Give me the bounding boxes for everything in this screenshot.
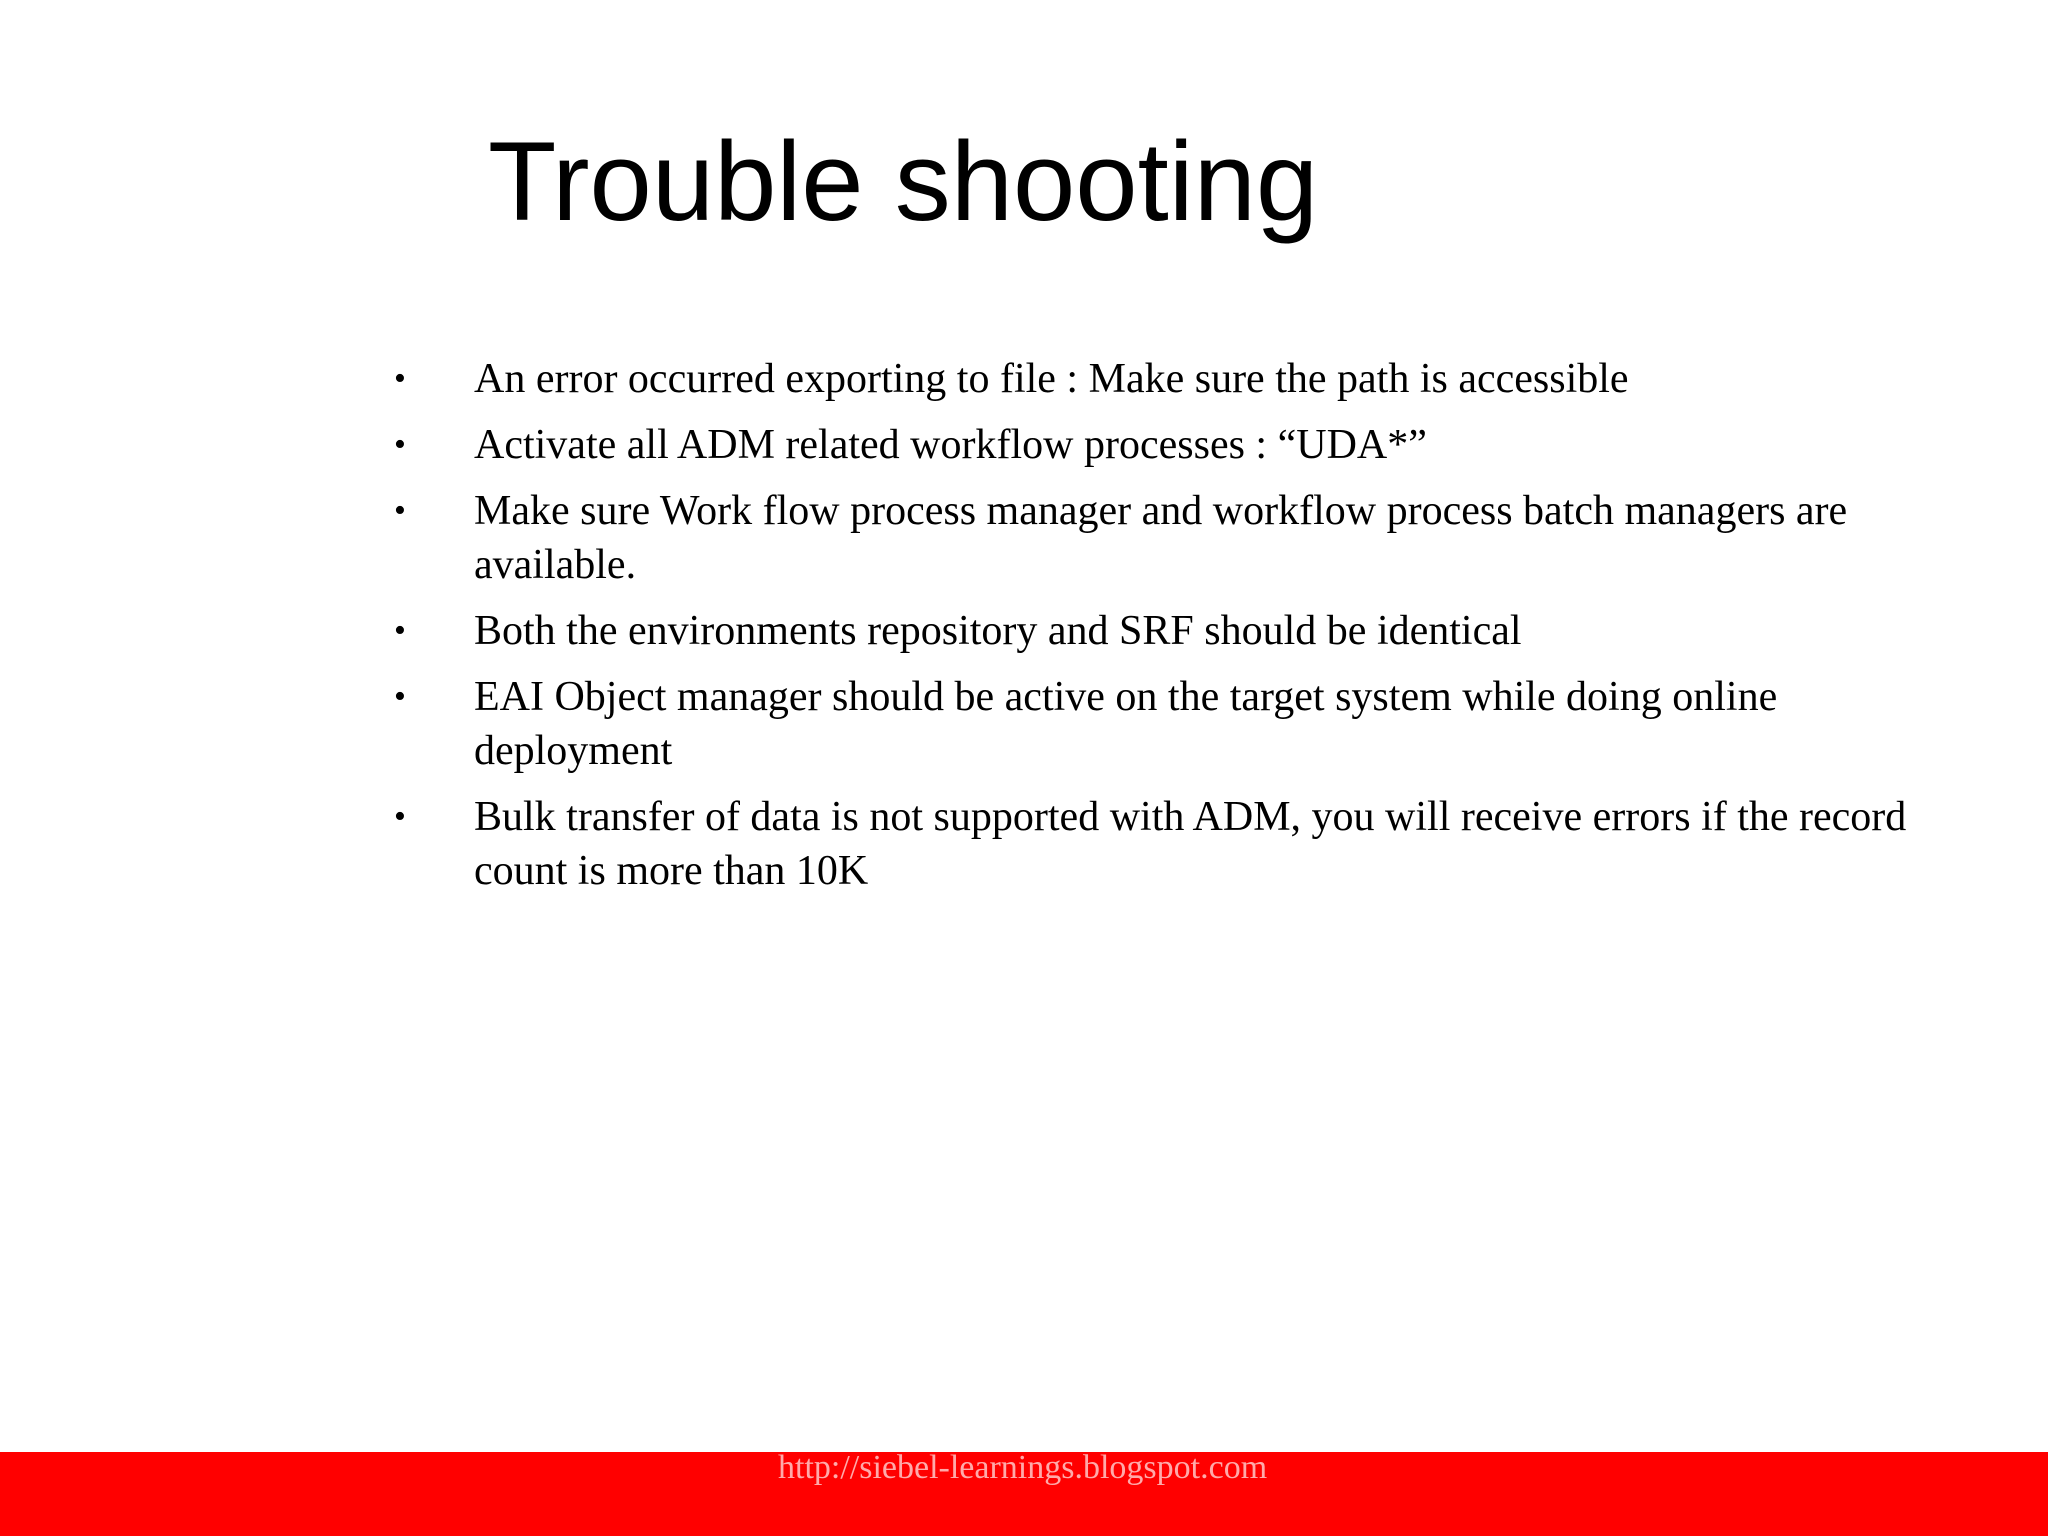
bullet-icon: • bbox=[394, 360, 406, 397]
bullet-item-5 bbox=[394, 670, 1914, 778]
bullet-icon: • bbox=[394, 678, 406, 715]
bullet-item-3 bbox=[394, 484, 1914, 592]
bullet-icon: • bbox=[394, 492, 406, 529]
bullet-item-2 bbox=[394, 418, 1914, 472]
bullet-item-1 bbox=[394, 352, 1914, 406]
footer-url: http://siebel-learnings.blogspot.com bbox=[778, 1449, 1268, 1486]
bullet-text: Make sure Work flow process manager and workflow process batch managers are available. bbox=[474, 488, 1848, 588]
bullet-text: EAI Object manager should be active on the target system while doing online deployment bbox=[474, 674, 1778, 774]
slide-title: Trouble shooting bbox=[488, 119, 1319, 244]
bullet-item-4 bbox=[394, 604, 1914, 658]
bullet-text: Bulk transfer of data is not supported with ADM, you will receive errors if the record count is more than 10K bbox=[474, 794, 1907, 894]
bullet-icon: • bbox=[394, 426, 406, 463]
bullet-text: Both the environments repository and SRF should be identical bbox=[474, 608, 1522, 654]
bullet-icon: • bbox=[394, 612, 406, 649]
bullet-text: An error occurred exporting to file : Make sure the path is accessible bbox=[474, 356, 1629, 402]
bullet-icon: • bbox=[394, 798, 406, 835]
bullet-list bbox=[394, 352, 1914, 910]
bullet-item-6 bbox=[394, 790, 1914, 898]
bullet-text: Activate all ADM related workflow processes : “UDA*” bbox=[474, 422, 1427, 468]
